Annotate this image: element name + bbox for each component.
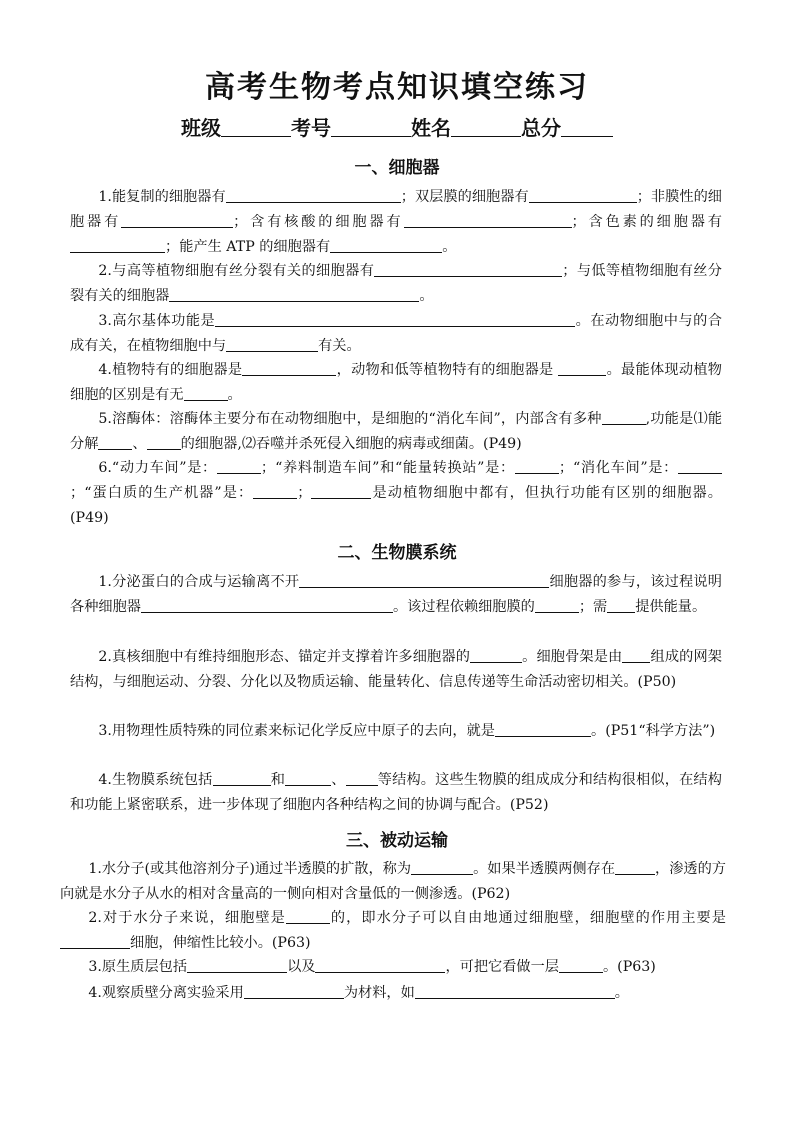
page-title: 高考生物考点知识填空练习: [205, 70, 589, 105]
blank[interactable]: [411, 860, 473, 875]
blank[interactable]: [213, 771, 271, 786]
blank[interactable]: [415, 984, 615, 999]
question-text: ；“蛋白质的生产机器”是：: [70, 485, 254, 501]
blank[interactable]: [98, 435, 132, 450]
blank[interactable]: [515, 459, 559, 474]
blank[interactable]: [285, 771, 331, 786]
question-text: ；含色素的细胞器有: [571, 214, 722, 230]
blank[interactable]: [60, 934, 130, 949]
question-text: ,功能是⑴能分解: [70, 411, 723, 452]
question-text: 为材料，如: [343, 985, 415, 1001]
blank[interactable]: [70, 238, 165, 253]
blank[interactable]: [374, 262, 562, 277]
blank[interactable]: [217, 459, 261, 474]
blank[interactable]: [187, 958, 287, 973]
blank[interactable]: [226, 337, 318, 352]
blank[interactable]: [346, 771, 378, 786]
question-text: 。(P51“科学方法”): [591, 723, 716, 739]
question-text: ；: [297, 485, 312, 501]
class-field[interactable]: [221, 118, 291, 137]
question-text: 。细胞骨架是由: [522, 649, 623, 665]
question-text: 1.能复制的细胞器有: [98, 189, 226, 205]
blank[interactable]: [244, 984, 344, 999]
blank[interactable]: [529, 188, 637, 203]
question-text: ；双层膜的细胞器有: [400, 189, 529, 205]
blank[interactable]: [470, 648, 522, 663]
question-text: 组成的网架结构，与细胞运动、分裂、分化以及物质运输、能量转化、信息传递等生命活动密切相关。(P50): [70, 649, 722, 690]
question-3-1: [60, 857, 726, 907]
blank[interactable]: [169, 287, 419, 302]
question-text: 2.与高等植物细胞有丝分裂有关的细胞器有: [98, 263, 375, 279]
question-text: 2.对于水分子来说，细胞壁是: [88, 910, 286, 926]
question-3-4: [60, 981, 726, 1006]
number-field[interactable]: [331, 118, 411, 137]
question-text: 的，即水分子可以自由地通过细胞壁，细胞壁的作用主要是: [329, 910, 726, 926]
blank[interactable]: [622, 648, 650, 663]
blank[interactable]: [404, 213, 572, 228]
question-text: ；含有核酸的细胞器有: [233, 214, 404, 230]
question-text: 。: [442, 239, 457, 255]
question-text: 以及: [287, 959, 316, 975]
question-text: 5.溶酶体：溶酶体主要分布在动物细胞中，是细胞的“消化车间”，内部含有多种: [98, 411, 602, 427]
class-label: 班级: [181, 116, 221, 140]
question-text: ；能产生 ATP 的细胞器有: [165, 239, 331, 255]
question-text: 的细胞器,⑵吞噬并杀死侵入细胞的病毒或细菌。(P49): [180, 436, 522, 452]
question-text: 3.原生质层包括: [88, 959, 188, 975]
blank[interactable]: [495, 722, 591, 737]
question-text: 。在动物细胞中与: [575, 313, 694, 329]
question-3-3: [60, 955, 726, 980]
blank[interactable]: [607, 598, 635, 613]
question-text: 细胞器的参与，该过程说明各种细胞器: [70, 574, 722, 615]
question-text: ；非膜性的细胞器有: [70, 189, 722, 230]
question-text: 4.植物特有的细胞器是: [98, 362, 243, 378]
question-text: 细胞，伸缩性比较小。(P63): [130, 935, 311, 951]
question-text: 2.真核细胞中有维持细胞形态、锚定并支撑着许多细胞器的: [98, 649, 471, 665]
question-1-5: [70, 407, 722, 457]
question-text: 3.高尔基体功能是: [98, 313, 216, 329]
question-1-6: [70, 456, 722, 531]
blank[interactable]: [558, 361, 606, 376]
section-heading-passive-transport: 三、被动运输: [346, 831, 448, 851]
name-label: 姓名: [411, 116, 451, 140]
blank[interactable]: [330, 238, 442, 253]
question-text: 。最能体现动植物细胞的区别是有无: [70, 362, 722, 403]
section-heading-membrane-system: 二、生物膜系统: [337, 543, 457, 563]
blank[interactable]: [253, 484, 297, 499]
question-2-1: [70, 570, 722, 620]
question-text: 提供能量。: [635, 599, 707, 615]
question-text: 、: [132, 436, 147, 452]
blank[interactable]: [141, 598, 393, 613]
question-text: ；“养料制造车间”和“能量转换站”是：: [260, 460, 515, 476]
question-2-2: [70, 645, 722, 695]
question-2-3: [70, 719, 722, 744]
question-text: 1.水分子(或其他溶剂分子)通过半透膜的扩散，称为: [88, 861, 412, 877]
question-text: 有关。: [318, 338, 361, 354]
number-label: 考号: [291, 116, 331, 140]
blank[interactable]: [311, 484, 371, 499]
blank[interactable]: [315, 958, 445, 973]
question-text: 等结构。这些生物膜的组成成分和结构很相似，在结构和功能上紧密联系，进一步体现了细胞内各种结构之间的协调与配合。(P52): [70, 772, 722, 813]
blank[interactable]: [121, 213, 233, 228]
question-text: 。: [419, 288, 434, 304]
blank[interactable]: [535, 598, 579, 613]
question-2-4: [70, 768, 722, 818]
question-text: ，动物和低等植物特有的细胞器是: [336, 362, 559, 378]
question-text: ，可把它看做一层: [445, 959, 559, 975]
question-1-2: [70, 259, 722, 309]
blank[interactable]: [226, 188, 401, 203]
question-text: 1.分泌蛋白的合成与运输离不开: [98, 574, 300, 590]
question-text: 的合成有关，在植物细胞中与: [70, 313, 722, 354]
score-label: 总分: [521, 116, 561, 140]
question-text: 。(P63): [602, 959, 656, 975]
blank[interactable]: [299, 573, 549, 588]
blank[interactable]: [286, 909, 330, 924]
question-3-2: [60, 906, 726, 956]
student-info-line: [0, 112, 794, 141]
name-field[interactable]: [451, 118, 521, 137]
blank[interactable]: [147, 435, 181, 450]
question-1-1: [70, 185, 722, 260]
question-text: 、: [331, 772, 346, 788]
blank[interactable]: [184, 386, 228, 401]
question-text: 6.“动力车间”是：: [98, 460, 217, 476]
question-text: 是动植物细胞中都有，但执行功能有区别的细胞器。(P49): [70, 485, 722, 526]
question-text: ；需: [578, 599, 608, 615]
score-field[interactable]: [561, 118, 613, 137]
question-text: 。: [614, 985, 629, 1001]
question-text: 。如果半透膜两侧存在: [473, 861, 616, 877]
question-text: 3.用物理性质特殊的同位素来标记化学反应中原子的去向，就是: [98, 723, 495, 739]
question-1-3: [70, 309, 722, 359]
blank[interactable]: [602, 410, 646, 425]
question-text: 。: [227, 387, 242, 403]
blank[interactable]: [215, 312, 575, 327]
blank[interactable]: [615, 860, 655, 875]
question-text: 4.观察质壁分离实验采用: [88, 985, 244, 1001]
question-text: 和: [270, 772, 286, 788]
question-text: ，渗透的方向就是水分子从水的相对含量高的一侧向相对含量低的一侧渗透。(P62): [60, 861, 726, 902]
question-text: ；与低等植物细胞有丝分裂有关的细胞器: [70, 263, 722, 304]
blank[interactable]: [242, 361, 336, 376]
blank[interactable]: [559, 958, 603, 973]
blank[interactable]: [678, 459, 722, 474]
question-text: 。该过程依赖细胞膜的: [392, 599, 535, 615]
question-text: ；“消化车间”是：: [558, 460, 678, 476]
question-text: 4.生物膜系统包括: [98, 772, 213, 788]
question-1-4: [70, 358, 722, 408]
section-heading-organelles: 一、细胞器: [354, 158, 440, 178]
